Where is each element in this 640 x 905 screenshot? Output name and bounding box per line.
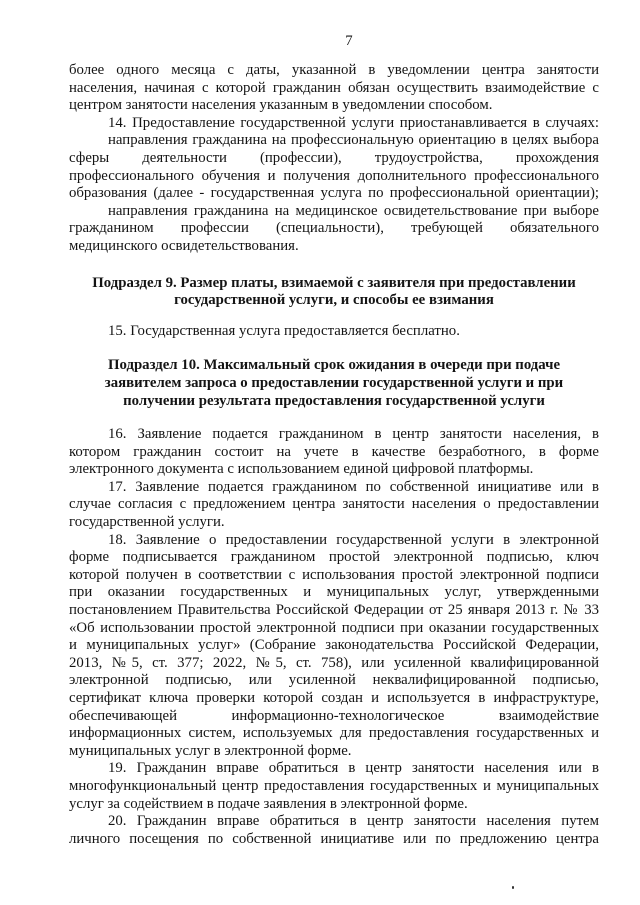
paragraph-line: многофункциональный центр предоставления государственных и муниципальных [69, 777, 599, 794]
paragraph-line: которой получен в соответствии с использования простой электронной подписи [69, 566, 599, 583]
item-19-paragraph [69, 760, 599, 813]
paragraph-line: услуг за содействием в подаче заявления в электронной форме. [69, 795, 468, 812]
paragraph-line: при оказании государственных и муниципальных услуг, утвержденными [69, 584, 599, 601]
paragraph-line: 20. Гражданин вправе обратиться в центр занятости населения путем [108, 813, 599, 830]
paragraph-line: направления гражданина на профессиональную ориентацию в целях выбора [108, 132, 599, 149]
paragraph-line: случае согласия с предложением центра занятости населения о предоставлении [69, 496, 599, 513]
paragraph-line: 15. Государственная услуга предоставляется бесплатно. [108, 322, 460, 339]
paragraph-line: личного посещения по собственной инициативе или по предложению центра [69, 830, 599, 847]
paragraph-line: обеспечивающей информационно-технологическое взаимодействие [69, 707, 599, 724]
subsection-10-heading [69, 357, 599, 410]
paragraph-line: более одного месяца с даты, указанной в уведомлении центра занятости [69, 62, 599, 78]
subsection-9-heading [69, 275, 599, 310]
paragraph-line: форме подписывается гражданином простой электронной подписью, ключ [69, 549, 599, 566]
item-20-paragraph [69, 813, 599, 848]
item-17-paragraph [69, 479, 599, 532]
paragraph-line: 19. Гражданин вправе обратиться в центр занятости населения или в [108, 760, 599, 777]
item-15-paragraph [69, 323, 599, 341]
paragraph-line: «Об использовании простой электронной подписи при оказании государственных [69, 619, 599, 636]
paragraph-line: профессионального обучения и получения дополнительного профессионального [69, 167, 599, 184]
paragraph-line: сферы деятельности (профессии), трудоустройства, прохождения [69, 149, 599, 166]
paragraph-line: сертификат ключа проверки которой создан и используется в инфраструктуре, [69, 690, 599, 706]
paragraph-line: направления гражданина на медицинское освидетельствование при выборе [108, 202, 599, 219]
paragraph-line: 14. Предоставление государственной услуги приостанавливается в случаях: [108, 114, 599, 131]
item-16-paragraph [69, 426, 599, 479]
paragraph-line: 17. Заявление подается гражданином по собственной инициативе или в [108, 478, 599, 495]
paragraph-line: образования (далее - государственная услуга по профессиональной ориентации); [69, 185, 599, 202]
page-number: 7 [345, 33, 353, 49]
item-14-case-2-paragraph [69, 203, 599, 256]
heading-line: Подраздел 10. Максимальный срок ожидания в очереди при подаче [107, 357, 561, 374]
heading-line: получении результата предоставления государственной услуги [123, 392, 545, 409]
scan-speck [512, 886, 514, 889]
paragraph-line: и муниципальных услуг» (Собрание законодательства Российской Федерации, [69, 637, 599, 654]
paragraph-line: электронной подписью, или усиленной неквалифицированной подписью, [69, 672, 599, 689]
paragraph-line: медицинского освидетельствования. [69, 237, 299, 254]
paragraph-line: 16. Заявление подается гражданином в центр занятости населения, в [108, 426, 599, 443]
paragraph-line: 2013, №5, ст. 377; 2022, №5, ст. 758), или усиленной квалифицированной [69, 654, 599, 671]
page-body [69, 62, 599, 848]
item-18-paragraph [69, 532, 599, 761]
paragraph-line: государственной услуги. [69, 514, 225, 531]
heading-line: государственной услуги, и способы ее взимания [174, 292, 494, 309]
paragraph-line: постановлением Правительства Российской Федерации от 25 января 2013 г. № 33 [69, 602, 599, 619]
paragraph-line: гражданином профессии (специальности), требующей обязательного [69, 220, 599, 237]
paragraph-line: муниципальных услуг в электронной форме. [69, 742, 352, 759]
item-14-paragraph [69, 115, 599, 133]
paragraph-line: центром занятости населения указанным в уведомлении способом. [69, 97, 493, 114]
paragraph-line: информационных систем, используемых для предоставления государственных и [69, 725, 599, 742]
heading-line: заявителем запроса о предоставлении государственной услуги и при [104, 374, 564, 391]
paragraph-line: населения, начиная с которой гражданин обязан осуществить взаимодействие с [69, 79, 599, 96]
paragraph-line: котором гражданин состоит на учете в качестве безработного, в форме [69, 443, 599, 460]
heading-line: Подраздел 9. Размер платы, взимаемой с заявителя при предоставлении [92, 274, 576, 291]
item-14-case-1-paragraph [69, 132, 599, 202]
paragraph-line: электронного документа с использованием единой цифровой платформы. [69, 461, 534, 478]
continuation-paragraph [69, 62, 599, 115]
paragraph-line: 18. Заявление о предоставлении государственной услуги в электронной [108, 531, 599, 548]
